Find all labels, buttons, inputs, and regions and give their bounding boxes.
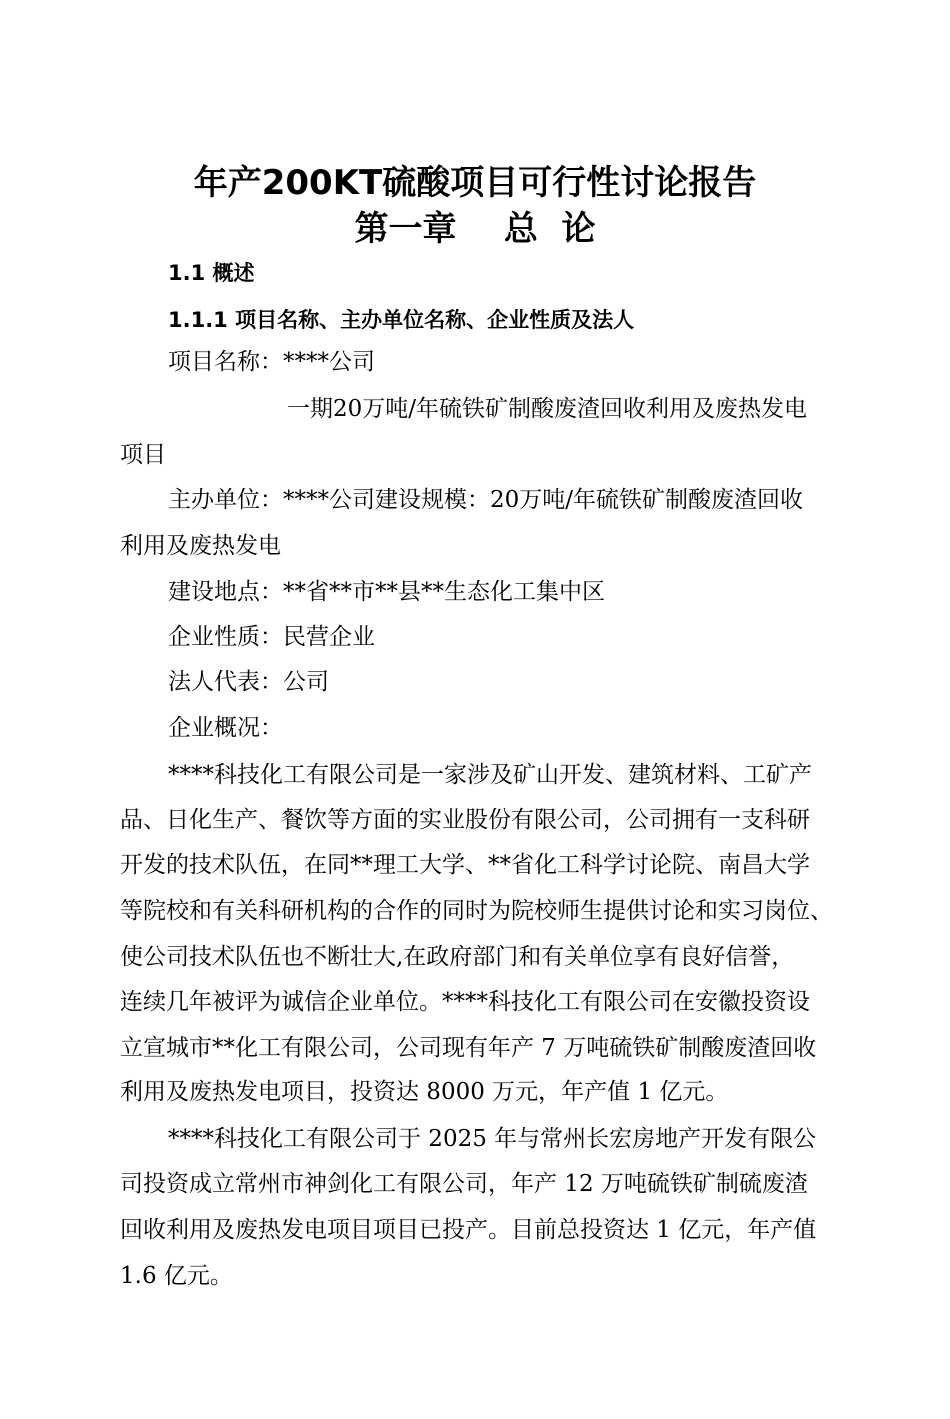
paragraph-line: 回收利用及废热发电项目项目已投产。目前总投资达 1 亿元，年产值 xyxy=(120,1217,817,1243)
paragraph-line: 品、日化生产、餐饮等方面的实业股份有限公司，公司拥有一支科研 xyxy=(120,807,810,833)
sponsor-line: 主办单位：****公司建设规模：20万吨/年硫铁矿制酸废渣回收 xyxy=(168,487,804,513)
project-name-continued: 一期20万吨/年硫铁矿制酸废渣回收利用及废热发电 xyxy=(287,396,808,422)
paragraph-line: 利用及废热发电项目，投资达 8000 万元，年产值 1 亿元。 xyxy=(120,1079,729,1105)
project-name-end: 项目 xyxy=(120,442,166,468)
nature-line: 企业性质：民营企业 xyxy=(168,624,375,650)
document-title: 年产200KT硫酸项目可行性讨论报告 xyxy=(193,163,757,203)
paragraph-line: 等院校和有关科研机构的合作的同时为院校师生提供讨论和实习岗位、 xyxy=(120,898,833,924)
sponsor-line-continued: 利用及废热发电 xyxy=(120,533,281,559)
overview-label: 企业概况： xyxy=(168,715,283,741)
legal-rep-line: 法人代表：公司 xyxy=(168,669,329,695)
section-heading-1-1-1: 1.1.1 项目名称、主办单位名称、企业性质及法人 xyxy=(168,308,635,332)
paragraph-line: 使公司技术队伍也不断壮大,在政府部门和有关单位享有良好信誉， xyxy=(120,944,795,970)
section-heading-1-1: 1.1 概述 xyxy=(168,261,255,285)
paragraph-line: 立宣城市**化工有限公司，公司现有年产 7 万吨硫铁矿制酸废渣回收 xyxy=(120,1035,817,1061)
title-block xyxy=(0,160,950,252)
location-line: 建设地点：**省**市**县**生态化工集中区 xyxy=(168,579,605,605)
chapter-heading: 第一章 总 论 xyxy=(354,209,596,249)
project-name-line: 项目名称：****公司 xyxy=(168,349,375,375)
paragraph-line: ****科技化工有限公司于 2025 年与常州长宏房地产开发有限公 xyxy=(168,1126,817,1152)
paragraph-line: ****科技化工有限公司是一家涉及矿山开发、建筑材料、工矿产 xyxy=(168,762,812,788)
paragraph-line: 连续几年被评为诚信企业单位。****科技化工有限公司在安徽投资设 xyxy=(120,989,810,1015)
paragraph-line: 1.6 亿元。 xyxy=(120,1263,233,1289)
paragraph-line: 开发的技术队伍，在同**理工大学、**省化工科学讨论院、南昌大学 xyxy=(120,852,810,878)
paragraph-line: 司投资成立常州市神剑化工有限公司，年产 12 万吨硫铁矿制硫废渣 xyxy=(120,1171,808,1197)
